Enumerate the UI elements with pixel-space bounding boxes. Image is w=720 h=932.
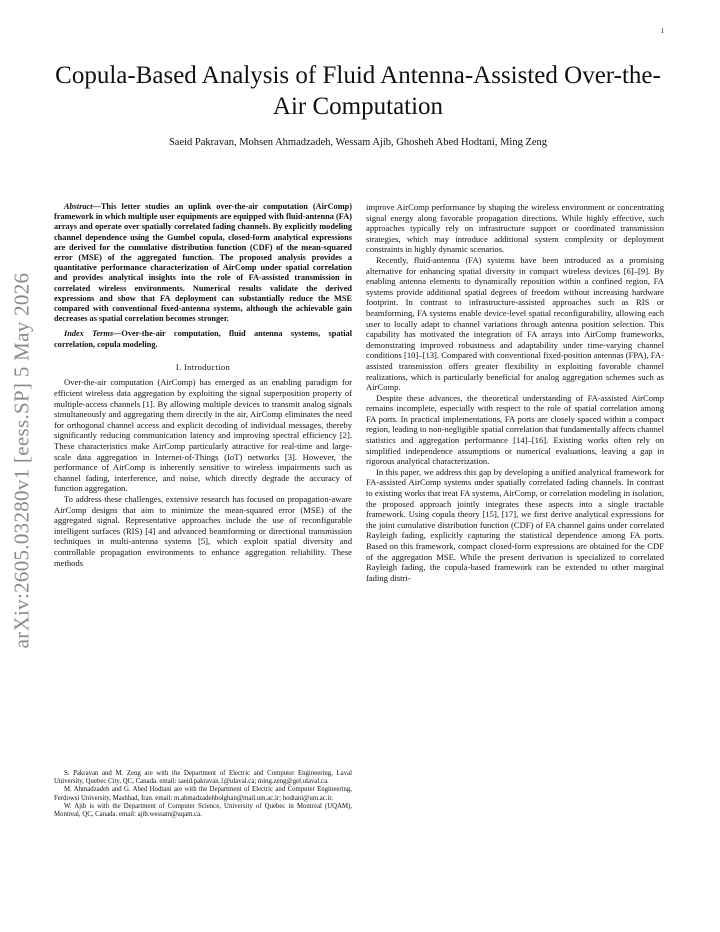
- left-column: [54, 202, 352, 568]
- paragraph: Recently, fluid-antenna (FA) systems have been introduced as a promising alternative for enhancing spatial diversity in compact wireless devices [6]–[9]. By enabling antenna elements to dynamically reposition within a confined region, FA systems provide additional spatial degrees of freedom without increasing hardware footprint. In contrast to infrastructure-assisted approaches such as RIS or beamforming, FA systems enable device-level spatial reconfigurability, allowing each user to locally adapt to channel variations through antenna position selection. This capability has motivated the integration of FA arrays into AirComp frameworks, demonstrating improved robustness and adaptability under time-varying channel conditions [10]–[13]. Compared with conventional fixed-position antennas (FPA), FA-assisted transmission offers greater flexibility in exploiting favorable channel realizations, which is particularly beneficial for analog aggregation schemes such as AirComp.: [366, 254, 664, 393]
- affiliation-footnotes: [54, 770, 352, 819]
- arxiv-identifier: arXiv:2605.03280v1 [eess.SP] 5 May 2026: [9, 272, 34, 648]
- footnote: W. Ajib is with the Department of Computer Science, University of Quebec in Montreal (UQAM), Montreal, QC, Canada. email: ajib.wessam@uqam.ca.: [54, 802, 352, 819]
- abstract-label: Abstract—: [64, 202, 101, 211]
- footnote: M. Ahmadzadeh and G. Abed Hodtani are with the Department of Electric and Computer Engineering, Ferdowsi University, Mashhad, Iran. email: m.ahmadzadehbolghan@mail.um.ac.ir; hodtani@um.ac.ir.: [54, 786, 352, 802]
- paragraph: Despite these advances, the theoretical understanding of FA-assisted AirComp remains incomplete, especially with respect to the role of spatial correlation among FA ports. In practical implementations, FA ports are closely spaced within a compact region, leading to non-negligible spatial correlation that fundamentally affects channel statistics and aggregation performance [14]–[16]. Existing works often rely on simplified independence assumptions or numerical evaluations, leaving a gap in rigorous analytical characterization.: [366, 392, 664, 467]
- page-number: 1: [660, 27, 664, 35]
- abstract: [54, 202, 352, 324]
- abstract-text: This letter studies an uplink over-the-air computation (AirComp) framework in which multiple user equipments are equipped with fluid-antenna (FA) arrays and operate over spatially correlated fading channels. By explicitly modeling channel dependence using the Gumbel copula, closed-form analytical expressions are derived for the cumulative distribution function (CDF) of the mean-squared error (MSE) of the aggregated function. The proposed analysis provides a quantitative performance characterization of AirComp under spatial correlation and provides analytical insights into the role of FA-assisted transmission in correlated wireless environments. Numerical results validate the derived expressions and show that FA deployment can substantially reduce the MSE compared with conventional fixed-antenna systems, although the achievable gain decreases as spatial correlation becomes stronger.: [54, 202, 352, 324]
- paragraph: Over-the-air computation (AirComp) has emerged as an enabling paradigm for efficient wireless data aggregation by exploiting the signal superposition property of multiple-access channels [1]. By allowing multiple devices to transmit analog signals simultaneously and aggregating them directly in the air, AirComp eliminates the need for orthogonal channel access and explicit decoding of individual messages, thereby significantly reducing communication latency and improving spectral efficiency [2]. These characteristics make AirComp particularly attractive for real-time and large-scale data aggregation in Internet-of-Things (IoT) networks [3]. However, the performance of AirComp is inherently sensitive to wireless impairments such as channel fading, interference, and noise, which directly degrade the accuracy of function aggregation.: [54, 377, 352, 494]
- index-terms-text: Over-the-air computation, fluid antenna systems, spatial correlation, copula modeling.: [54, 329, 353, 349]
- paper-title: Copula-Based Analysis of Fluid Antenna-Assisted Over-the-Air Computation: [55, 62, 661, 120]
- arxiv-sidebar-stamp: [2, 250, 42, 670]
- footnote: S. Pakravan and M. Zeng are with the Department of Electric and Computer Engineering, Laval University, Quebec City, QC, Canada. email: saeid.pakravan.1@ulaval.ca; ming.zeng@gel.ulaval.ca.: [54, 770, 352, 786]
- paragraph: In this paper, we address this gap by developing a unified analytical framework for FA-assisted AirComp systems under spatially correlated fading channels. In contrast to existing works that treat FA systems, AirComp, or correlation modeling in isolation, the proposed approach jointly integrates these aspects into a single tractable framework. Using copula theory [15], [17], we first derive analytical expressions for the joint cumulative distribution function (CDF) of FA channel gains under correlated Rayleigh fading, explicitly capturing the statistical dependence among FA ports. Based on this framework, compact closed-form expressions are obtained for the CDF of the aggregation MSE. While the present derivation is specialized to correlated Rayleigh fading, the copula-based framework can be extended to other marginal fading distri-: [366, 466, 664, 583]
- right-column: [366, 202, 664, 583]
- section-heading-introduction: I. Introduction: [175, 361, 231, 372]
- author-list: Saeid Pakravan, Mohsen Ahmadzadeh, Wessam Ajib, Ghosheh Abed Hodtani, Ming Zeng: [168, 137, 548, 148]
- index-terms: [54, 329, 352, 349]
- index-terms-label: Index Terms—: [64, 329, 122, 339]
- paragraph: improve AirComp performance by shaping the wireless environment or concentrating signal energy along favorable propagation directions. While highly effective, such approaches typically rely on infrastructure support or coordinated transmission strategies, which may introduce additional system complexity or deployment constraints in highly dynamic scenarios.: [366, 202, 664, 255]
- paragraph: To address these challenges, extensive research has focused on propagation-aware AirComp designs that aim to minimize the mean-squared error (MSE) of the aggregated signal. Representative approaches include the use of reconfigurable intelligent surfaces (RIS) [4] and advanced beamforming or directional transmission techniques in multi-antenna systems [5], which exploit spatial diversity and controllable propagation environments to enhance aggregation reliability. These methods: [54, 493, 352, 568]
